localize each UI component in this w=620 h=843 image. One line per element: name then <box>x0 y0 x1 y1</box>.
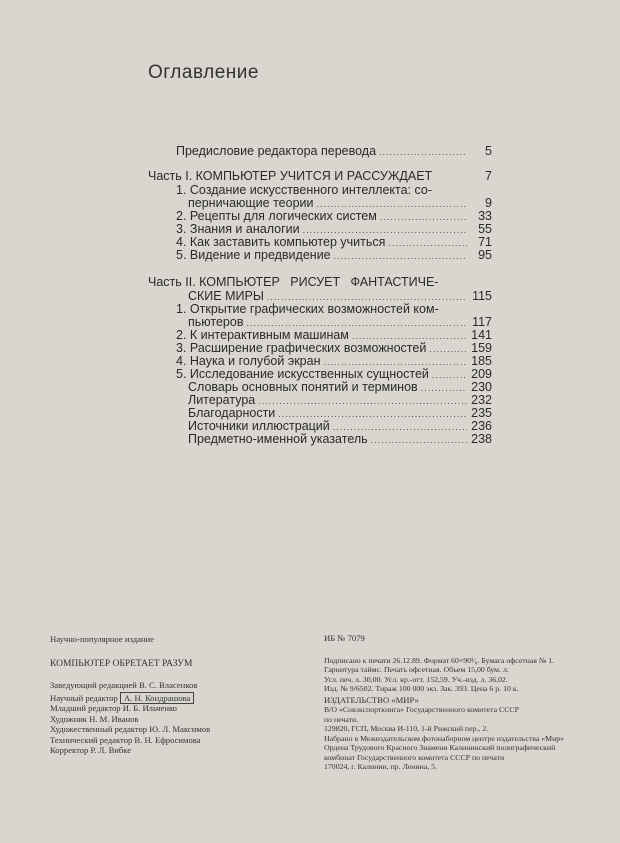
toc-line-p2-ch1: 1. Открытие графических возможностей ком- <box>176 302 439 316</box>
art-editor: Художественный редактор Ю. Л. Максимов <box>50 724 211 734</box>
sci-editor-label: Научный редактор <box>50 692 118 703</box>
toc-label: Благодарности <box>188 406 276 420</box>
toc-label: 5. Видение и предвидение <box>176 248 331 262</box>
publisher-address: 129820, ГСП, Москва И-110, 1-й Рижский пер., 2. <box>324 724 489 733</box>
toc-page: 117 <box>472 315 492 329</box>
toc-line-part2: Часть II. КОМПЬЮТЕР РИСУЕТ ФАНТАСТИЧЕ- <box>148 275 439 289</box>
toc-page: 230 <box>471 380 492 394</box>
toc-page: 232 <box>471 393 492 407</box>
book-title: КОМПЬЮТЕР ОБРЕТАЕТ РАЗУМ <box>50 658 193 669</box>
toc-page: 7 <box>485 169 492 183</box>
publisher-info-2: по печати. <box>324 714 359 724</box>
publisher-info-1: В/О «Совэкспорткнига» Государственного комитета СССР <box>324 705 519 714</box>
toc-entry-p1-ch5[interactable] <box>176 248 492 263</box>
printer-address: 170024, г. Калинин, пр. Ленина, 5. <box>324 762 438 771</box>
corrector: Корректор Р. Л. Вибке <box>50 745 132 755</box>
toc-label: 4. Как заставить компьютер учиться <box>176 235 386 249</box>
toc-page: 236 <box>471 419 492 433</box>
toc-label: СКИЕ МИРЫ <box>188 289 264 303</box>
toc-label: 4. Наука и голубой экран <box>176 354 321 368</box>
print-info-4: Изд. № 9/6502. Тираж 100 000 экз. Зак. 393. Цена 6 р. 10 к. <box>324 684 519 693</box>
typeset-info: Набрано в Межиздательском фотонаборном центре издательства «Мир» <box>324 733 565 743</box>
toc-page: 71 <box>478 235 492 249</box>
printer-info-2: комбинат Государственного комитета СССР по печати <box>324 752 505 762</box>
ib-number: ИБ № 7079 <box>324 633 365 643</box>
toc-page: 209 <box>471 367 492 381</box>
toc-leader <box>371 433 467 447</box>
toc-page: 33 <box>478 209 492 223</box>
toc-page: 115 <box>472 289 492 303</box>
tech-editor: Технический редактор В. Н. Ефросимова <box>50 734 201 745</box>
toc-label: Часть I. КОМПЬЮТЕР УЧИТСЯ И РАССУЖДАЕТ <box>148 169 433 183</box>
toc-label: пьютеров <box>188 315 244 329</box>
toc-label: 2. Рецепты для логических систем <box>176 209 377 223</box>
toc-leader <box>379 145 467 159</box>
artist: Художник Н. М. Иванов <box>50 713 139 724</box>
publisher: ИЗДАТЕЛЬСТВО «МИР» <box>324 694 419 705</box>
toc-label: Литература <box>188 393 256 407</box>
toc-page: 159 <box>471 341 492 355</box>
toc-page: 55 <box>478 222 492 236</box>
toc-page: 5 <box>485 144 492 158</box>
toc-label: 3. Знания и аналогии <box>176 222 300 236</box>
toc-label: перничающие теории <box>188 196 314 210</box>
colophon-right <box>324 634 564 772</box>
toc-line-p1-ch1: 1. Создание искусственного интеллекта: со- <box>176 183 432 197</box>
toc-entry-preface[interactable] <box>176 144 492 159</box>
toc-entry-part1[interactable] <box>148 169 492 184</box>
toc-page: 141 <box>471 328 492 342</box>
sci-editor <box>50 693 210 704</box>
printer-info-1: Ордена Трудового Красного Знамени Калининский полиграфический <box>324 743 556 752</box>
print-info-2: Гарнитура таймс. Печать офсетная. Объем 15,00 бум. л. <box>324 665 509 674</box>
edition-type: Научно-популярное издание <box>50 634 154 644</box>
page-title: Оглавление <box>148 62 259 83</box>
toc-label: Словарь основных понятий и терминов <box>188 380 418 394</box>
toc-page: 238 <box>471 432 492 446</box>
toc-label: 2. К интерактивным машинам <box>176 328 349 342</box>
sci-editor-name: А. Н. Кондрашова <box>120 692 194 704</box>
toc-page: 235 <box>471 406 492 420</box>
toc-leader <box>334 249 467 263</box>
toc-page: 9 <box>485 196 492 210</box>
toc-label: 3. Расширение графических возможностей <box>176 341 427 355</box>
print-info-3: Усл. печ. л. 30,00. Усл. кр.-отт. 152,59. Уч.-изд. л. 36,02. <box>324 674 508 684</box>
toc-label: 5. Исследование искусственных сущностей <box>176 367 429 381</box>
toc-label: Предисловие редактора перевода <box>176 144 377 158</box>
toc-label: Предметно-именной указатель <box>188 432 368 446</box>
junior-editor: Младший редактор И. Б. Ильченко <box>50 703 177 713</box>
head-editor: Заведующий редакцией В. С. Власенков <box>50 680 198 690</box>
toc-page: 185 <box>471 354 492 368</box>
print-info-1: Подписано к печати 26.12.89. Формат 60×90¹⁄₈. Бумага офсетная № 1. <box>324 655 555 665</box>
colophon-left <box>50 634 210 756</box>
toc-page: 95 <box>478 248 492 262</box>
toc-label: Источники иллюстраций <box>188 419 330 433</box>
toc-entry-index[interactable] <box>188 432 492 447</box>
